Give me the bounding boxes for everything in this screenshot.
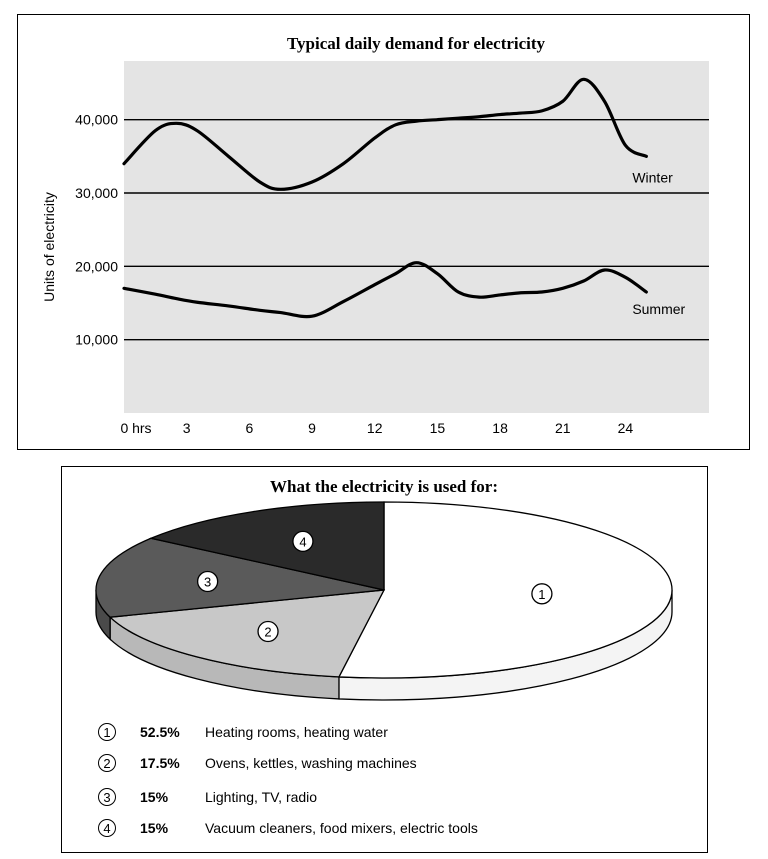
pie-marker-number-1: 1 [538,586,546,602]
legend-row-4 [98,816,478,840]
series-label-summer: Summer [632,301,686,317]
y-tick-label: 20,000 [75,258,118,275]
x-tick-label: 21 [554,420,571,436]
legend-number-2: 2 [98,754,116,772]
series-label-winter: Winter [632,169,673,186]
line-chart-panel [17,14,750,450]
legend-label-4: Vacuum cleaners, food mixers, electric tools [205,820,478,836]
pie-chart-title: What the electricity is used for: [269,477,499,496]
y-axis-label: Units of electricity [41,192,57,302]
x-tick-label: 6 [245,420,254,436]
legend-row-1 [98,720,388,744]
legend-number-3: 3 [98,788,116,806]
pie-marker-number-4: 4 [299,534,307,550]
legend-number-4: 4 [98,819,116,837]
x-tick-label: 24 [617,420,634,436]
legend-percent-3: 15% [140,789,169,805]
pie-chart-panel [61,466,708,853]
x-tick-label: 3 [182,420,191,436]
pie-marker-number-2: 2 [264,624,272,640]
y-tick-label: 30,000 [75,185,118,201]
legend-percent-2: 17.5% [140,755,180,771]
x-tick-label: 15 [429,420,446,436]
plot-background [124,61,709,413]
pie-marker-number-3: 3 [204,574,212,590]
legend-row-3 [98,785,318,809]
legend-label-3: Lighting, TV, radio [205,789,318,805]
line-chart-title: Typical daily demand for electricity [286,34,546,53]
x-tick-label: 0 hrs [120,420,152,436]
legend-row-2 [98,751,417,775]
y-tick-label: 40,000 [75,111,118,128]
x-tick-label: 18 [492,420,508,436]
legend-percent-4: 15% [140,820,169,836]
x-tick-label: 12 [366,420,383,436]
legend-percent-1: 52.5% [140,724,180,740]
line-chart [18,15,751,451]
legend-label-1: Heating rooms, heating water [205,724,388,740]
legend-label-2: Ovens, kettles, washing machines [205,755,417,771]
y-tick-label: 10,000 [75,331,118,348]
legend-number-1: 1 [98,723,116,741]
x-tick-label: 9 [308,420,316,436]
